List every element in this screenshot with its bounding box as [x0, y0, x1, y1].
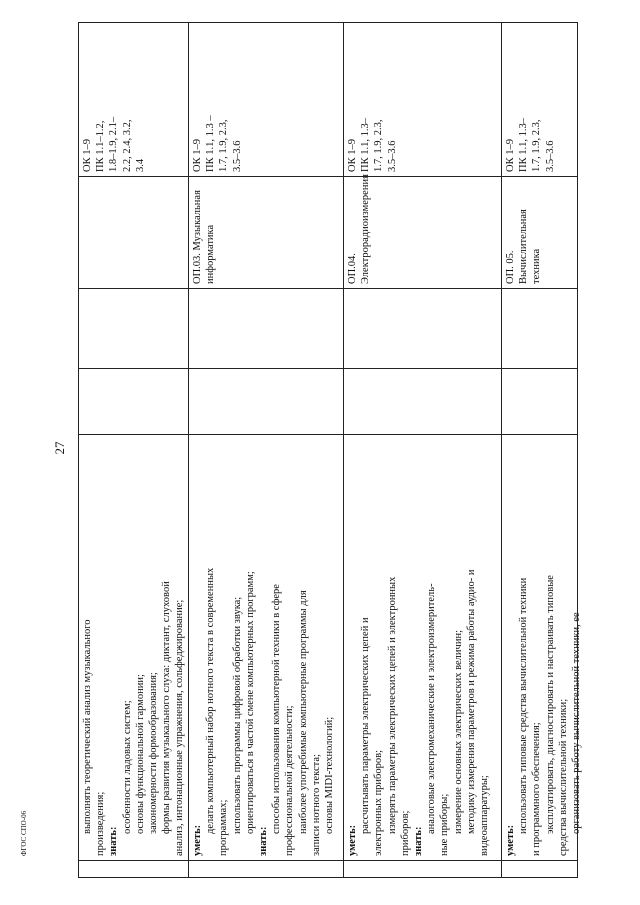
requirement-line: делать компьютерный набор нотного текста в современных	[205, 567, 217, 834]
section-heading: уметь:	[505, 824, 516, 856]
competencies-cell: ОК 1–9 ПК 1.1, 1.3– 1.7, 1.9, 2.3, 3.5–3.6	[505, 118, 556, 172]
section-heading: уметь:	[192, 824, 203, 856]
table-cell-blank	[78, 368, 188, 434]
table-cell-blank	[78, 860, 188, 878]
requirement-line: измерять параметры электрических цепей и электронных	[386, 576, 398, 834]
discipline-cell	[78, 176, 188, 288]
requirement-line: средства вычислительной техники;	[557, 698, 569, 856]
requirement-line: наиболее употребимые компьютерные программы для	[297, 590, 309, 834]
discipline-cell: ОП.03. Музыкальная информатика	[188, 176, 343, 288]
requirements-cell	[343, 434, 501, 860]
discipline-cell: ОП.04. Электрорадиоизмерения	[343, 176, 501, 288]
requirement-line: ориентироваться в частой смене компьютерных программ;	[244, 571, 256, 834]
requirement-line: рассчитывать параметры электрических цепей и	[360, 617, 372, 834]
table-cell-blank	[188, 368, 343, 434]
section-heading: знать:	[413, 826, 425, 856]
table-row	[343, 22, 502, 878]
requirements-cell	[501, 434, 583, 860]
requirement-line: записи нотного текста;	[310, 754, 322, 856]
requirement-line: использовать программы цифровой обработки звука;	[231, 596, 243, 834]
requirement-line: основы функциональной гармонии;	[134, 674, 146, 834]
requirement-line: программах;	[218, 799, 230, 856]
competencies-cell: ОК 1–9 ПК 1.1, 1.3– 1.7, 1.9, 2.3, 3.5–3.6	[347, 118, 398, 172]
competency-table	[78, 22, 583, 878]
section-heading: знать:	[108, 826, 120, 856]
table-cell-blank	[78, 288, 188, 368]
requirements-cell	[78, 434, 188, 860]
requirement-line: особенности ладовых систем;	[121, 700, 133, 834]
requirement-line: аналоговые электромеханические и электроизмеритель-	[426, 583, 438, 834]
competencies-cell: ОК 1–9 ПК 1.1, 1.3 – 1.7, 1.9, 2.3, 3.5–3.6	[192, 115, 243, 172]
requirement-line: основы MIDI-технологий;	[324, 716, 336, 834]
requirement-line: формы развития музыкального слуха: диктант, слуховой	[161, 581, 173, 834]
requirement-line: измерение основных электрических величин;	[452, 630, 464, 834]
requirement-line: выполнять теоретический анализ музыкального	[82, 619, 93, 834]
table-cell-blank	[343, 288, 501, 368]
table-row	[188, 22, 344, 878]
page-number: 27	[52, 441, 67, 455]
table-cell-blank	[343, 860, 501, 878]
table-row	[78, 22, 189, 878]
requirement-line: электронных приборов;	[373, 749, 385, 856]
requirements-cell	[188, 434, 343, 860]
requirement-line: организовать работу вычислительной техники, ее	[571, 612, 583, 834]
requirement-line: методику измерения параметров и режима работы аудио- и	[465, 569, 477, 834]
requirement-line: использовать типовые средства вычислительной техники	[518, 577, 530, 834]
discipline-cell: ОП. 05. Вычислительная техника	[501, 176, 578, 288]
table-cell-blank	[501, 368, 578, 434]
requirement-line: ные приборы;	[439, 793, 451, 856]
table-row	[501, 22, 583, 878]
requirement-line: приборов;	[399, 810, 411, 856]
requirement-line: способы использования компьютерной техники в сфере	[271, 584, 283, 834]
table-cell-blank	[343, 368, 501, 434]
footer-code: ФГОС СПО-06	[20, 810, 28, 856]
requirement-line: закономерности формообразования;	[148, 672, 160, 834]
section-heading: уметь:	[347, 824, 358, 856]
table-cell-blank	[188, 860, 343, 878]
requirement-line: и программного обеспечения;	[531, 722, 543, 856]
table-cell-blank	[501, 860, 578, 878]
requirement-line: произведения;	[95, 791, 107, 856]
requirement-line: эксплуатировать, диагностировать и настраивать типовые	[544, 575, 556, 834]
requirement-line: видеоаппаратуры;	[479, 775, 491, 856]
table-cell-blank	[501, 288, 578, 368]
section-heading: знать:	[258, 826, 270, 856]
requirement-line: профессиональной деятельности;	[284, 705, 296, 856]
requirement-line: анализ, интонационные упражнения, сольфеджирование;	[174, 599, 186, 856]
competencies-cell: ОК 1–9 ПК 1.1–1.2, 1.8–1.9, 2.1– 2.2, 2.4, 3.2, 3.4	[82, 116, 146, 172]
table-cell-blank	[188, 288, 343, 368]
